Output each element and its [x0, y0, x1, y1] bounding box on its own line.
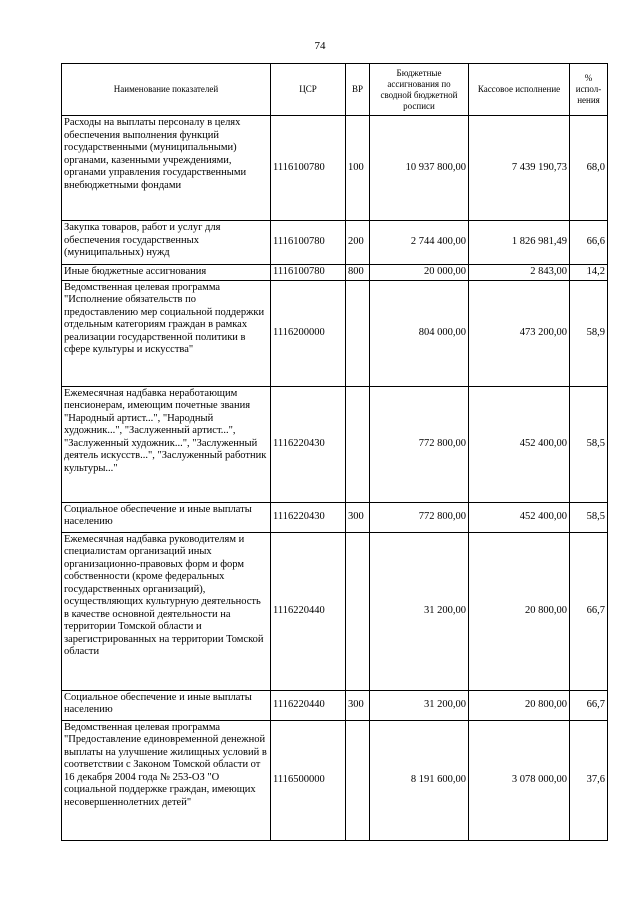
row-percent: 66,6	[570, 221, 608, 265]
row-name: Ежемесячная надбавка неработающим пенсионерам, имеющим почетные звания "Народный артист...", "Народный художник...", "Заслуженный артист...", "Заслуженный художник...", "Заслуженный деятель искусств...", "Заслуженный работник культуры..."	[62, 386, 271, 502]
row-percent: 58,5	[570, 502, 608, 532]
row-name: Социальное обеспечение и иные выплаты населению	[62, 502, 271, 532]
row-csr: 1116100780	[271, 221, 346, 265]
row-percent: 66,7	[570, 532, 608, 690]
table-row	[62, 532, 608, 690]
row-csr: 1116220430	[271, 502, 346, 532]
header-csr: ЦСР	[271, 64, 346, 116]
row-cash: 20 800,00	[469, 690, 570, 720]
header-cash: Кассовое исполнение	[469, 64, 570, 116]
row-allocation: 772 800,00	[370, 502, 469, 532]
row-csr: 1116100780	[271, 265, 346, 281]
row-allocation: 31 200,00	[370, 532, 469, 690]
row-csr: 1116220440	[271, 690, 346, 720]
row-cash: 7 439 190,73	[469, 116, 570, 221]
header-allocation: Бюджетные ассигнования по сводной бюджетной росписи	[370, 64, 469, 116]
row-vr	[346, 720, 370, 840]
header-percent: % испол-нения	[570, 64, 608, 116]
table-row	[62, 116, 608, 221]
row-name: Закупка товаров, работ и услуг для обеспечения государственных (муниципальных) нужд	[62, 221, 271, 265]
row-name: Ведомственная целевая программа "Предоставление единовременной денежной выплаты на улучшение жилищных условий в соответствии с Законом Томской области от 16 декабря 2004 года № 253-ОЗ "О социальной поддержке граждан, имеющих несовершеннолетних детей"	[62, 720, 271, 840]
row-vr: 100	[346, 116, 370, 221]
row-vr	[346, 386, 370, 502]
row-csr: 1116220430	[271, 386, 346, 502]
row-vr: 200	[346, 221, 370, 265]
row-allocation: 804 000,00	[370, 280, 469, 386]
header-name: Наименование показателей	[62, 64, 271, 116]
table-row	[62, 502, 608, 532]
row-percent: 68,0	[570, 116, 608, 221]
row-name: Ведомственная целевая программа "Исполнение обязательств по предоставлению мер социальной поддержки отдельным категориям граждан в рамках реализации государственной политики в сфере культуры и искусства"	[62, 280, 271, 386]
row-percent: 66,7	[570, 690, 608, 720]
row-name: Расходы на выплаты персоналу в целях обеспечения выполнения функций государственными (муниципальными) органами, казенными учреждениями, органами управления государственными внебюджетными фондами	[62, 116, 271, 221]
row-name: Иные бюджетные ассигнования	[62, 265, 271, 281]
row-vr: 300	[346, 690, 370, 720]
row-percent: 37,6	[570, 720, 608, 840]
row-cash: 452 400,00	[469, 386, 570, 502]
row-allocation: 2 744 400,00	[370, 221, 469, 265]
table-row	[62, 280, 608, 386]
table-row	[62, 720, 608, 840]
row-name: Ежемесячная надбавка руководителям и специалистам организаций иных организационно-правовых форм и форм собственности (кроме федеральных государственных организаций), осуществляющих культурную деятельность в качестве основной деятельности на территории Томской области и зарегистрированных на территории Томской области	[62, 532, 271, 690]
table-row	[62, 386, 608, 502]
row-csr: 1116500000	[271, 720, 346, 840]
row-cash: 3 078 000,00	[469, 720, 570, 840]
row-cash: 452 400,00	[469, 502, 570, 532]
row-csr: 1116200000	[271, 280, 346, 386]
table-header-row	[62, 64, 608, 116]
table-row	[62, 690, 608, 720]
row-cash: 1 826 981,49	[469, 221, 570, 265]
row-name: Социальное обеспечение и иные выплаты населению	[62, 690, 271, 720]
row-vr	[346, 280, 370, 386]
row-vr: 300	[346, 502, 370, 532]
row-allocation: 31 200,00	[370, 690, 469, 720]
table-row	[62, 221, 608, 265]
row-cash: 2 843,00	[469, 265, 570, 281]
row-csr: 1116100780	[271, 116, 346, 221]
row-cash: 20 800,00	[469, 532, 570, 690]
row-percent: 58,5	[570, 386, 608, 502]
row-allocation: 10 937 800,00	[370, 116, 469, 221]
row-vr	[346, 532, 370, 690]
row-allocation: 8 191 600,00	[370, 720, 469, 840]
row-allocation: 772 800,00	[370, 386, 469, 502]
row-csr: 1116220440	[271, 532, 346, 690]
row-allocation: 20 000,00	[370, 265, 469, 281]
header-vr: ВР	[346, 64, 370, 116]
page-number: 74	[314, 40, 326, 52]
table-row	[62, 265, 608, 281]
row-cash: 473 200,00	[469, 280, 570, 386]
budget-table	[61, 63, 608, 841]
row-vr: 800	[346, 265, 370, 281]
row-percent: 58,9	[570, 280, 608, 386]
row-percent: 14,2	[570, 265, 608, 281]
